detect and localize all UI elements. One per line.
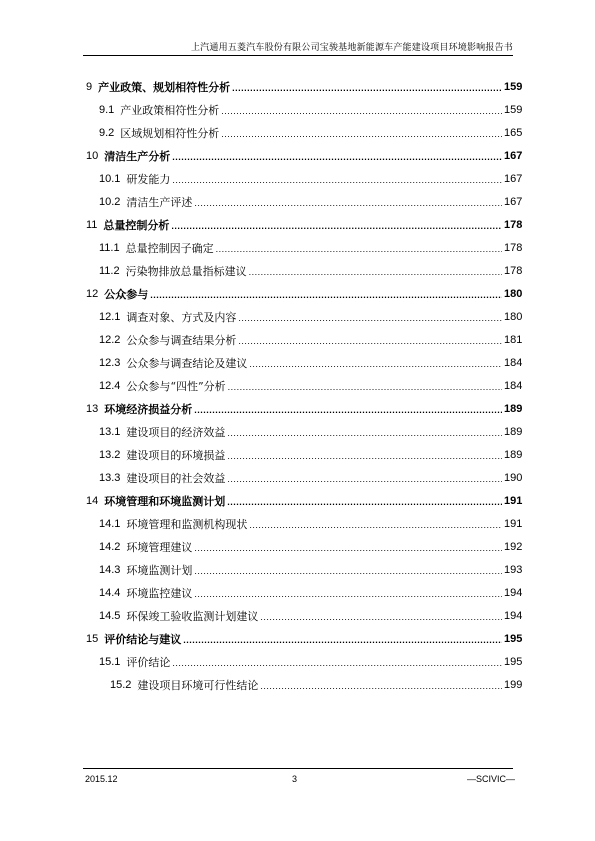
toc-section-entry[interactable] — [86, 673, 522, 696]
footer-divider — [83, 768, 513, 769]
toc-dot-leader — [228, 382, 502, 392]
toc-section-entry[interactable] — [86, 305, 522, 328]
toc-entry-page: 199 — [504, 678, 523, 691]
toc-entry-number: 12.4 — [99, 379, 121, 392]
toc-dot-leader — [227, 474, 502, 484]
toc-entry-page: 159 — [504, 103, 523, 116]
toc-entry-page: 165 — [504, 126, 523, 139]
toc-dot-leader — [172, 175, 502, 185]
toc-section-entry[interactable] — [86, 443, 522, 466]
toc-entry-number: 11.2 — [99, 264, 120, 277]
footer-page-number: 3 — [292, 774, 298, 784]
footer-organization: —SCIVIC— — [466, 774, 515, 784]
toc-entry-number: 14.1 — [99, 517, 121, 530]
toc-entry-number: 12.1 — [99, 310, 121, 323]
toc-entry-page: 194 — [504, 609, 523, 622]
toc-entry-page: 181 — [504, 333, 523, 346]
toc-entry-page: 184 — [504, 356, 523, 369]
toc-entry-title: 污染物排放总量指标建议 — [125, 264, 247, 278]
toc-entry-number: 13.3 — [99, 471, 121, 484]
toc-section-entry[interactable] — [86, 558, 522, 581]
toc-entry-title: 建设项目的社会效益 — [126, 471, 226, 485]
toc-entry-number: 10 — [86, 149, 99, 162]
toc-entry-page: 190 — [504, 471, 523, 484]
toc-entry-page: 195 — [504, 655, 523, 668]
toc-entry-page: 167 — [504, 172, 523, 185]
toc-entry-page: 180 — [504, 310, 523, 323]
toc-entry-title: 产业政策相符性分析 — [120, 103, 220, 117]
toc-entry-title: 环境管理和环境监测计划 — [104, 494, 226, 508]
toc-dot-leader — [194, 198, 502, 208]
toc-dot-leader — [227, 497, 502, 507]
toc-entry-title: 评价结论与建议 — [104, 632, 182, 646]
toc-entry-title: 环境管理建议 — [126, 540, 193, 554]
toc-entry-number: 12.2 — [99, 333, 121, 346]
toc-entry-number: 12.3 — [99, 356, 121, 369]
toc-entry-number: 15.2 — [110, 678, 132, 691]
toc-entry-page: 189 — [504, 402, 523, 415]
toc-dot-leader — [232, 83, 502, 93]
toc-entry-number: 13.2 — [99, 448, 121, 461]
toc-dot-leader — [172, 152, 502, 162]
toc-dot-leader — [260, 681, 502, 691]
toc-section-entry[interactable] — [86, 466, 522, 489]
toc-dot-leader — [249, 520, 502, 530]
running-header: 上汽通用五菱汽车股份有限公司宝骏基地新能源车产能建设项目环境影响报告书 — [190, 43, 513, 53]
toc-entry-number: 10.1 — [99, 172, 121, 185]
toc-entry-title: 清洁生产分析 — [104, 149, 171, 163]
toc-section-entry[interactable] — [86, 650, 522, 673]
toc-entry-page: 159 — [504, 80, 523, 93]
toc-section-entry[interactable] — [86, 190, 522, 213]
toc-entry-number: 14.4 — [99, 586, 121, 599]
toc-dot-leader — [238, 313, 502, 323]
toc-entry-title: 建设项目的经济效益 — [126, 425, 226, 439]
toc-section-entry[interactable] — [86, 351, 522, 374]
toc-section-entry[interactable] — [86, 420, 522, 443]
toc-chapter-entry[interactable] — [86, 397, 522, 420]
toc-entry-page: 194 — [504, 586, 523, 599]
toc-dot-leader — [227, 451, 502, 461]
toc-entry-title: 环境监测计划 — [126, 563, 193, 577]
toc-section-entry[interactable] — [86, 374, 522, 397]
toc-dot-leader — [194, 589, 502, 599]
toc-dot-leader — [227, 428, 502, 438]
toc-dot-leader — [249, 359, 502, 369]
toc-entry-number: 9.1 — [99, 103, 115, 116]
toc-dot-leader — [216, 244, 502, 254]
toc-chapter-entry[interactable] — [86, 282, 522, 305]
toc-entry-number: 14 — [86, 494, 99, 507]
toc-section-entry[interactable] — [86, 535, 522, 558]
toc-entry-number: 14.2 — [99, 540, 121, 553]
toc-section-entry[interactable] — [86, 581, 522, 604]
toc-dot-leader — [194, 543, 502, 553]
toc-entry-page: 191 — [504, 517, 523, 530]
toc-section-entry[interactable] — [86, 121, 522, 144]
toc-section-entry[interactable] — [86, 604, 522, 627]
toc-entry-page: 180 — [504, 287, 523, 300]
toc-dot-leader — [221, 129, 502, 139]
toc-entry-page: 178 — [504, 264, 523, 277]
toc-entry-page: 178 — [504, 241, 523, 254]
toc-entry-page: 191 — [504, 494, 523, 507]
table-of-contents — [86, 75, 522, 696]
toc-chapter-entry[interactable] — [86, 144, 522, 167]
toc-entry-title: 公众参与“四性”分析 — [126, 379, 226, 393]
toc-entry-number: 11 — [86, 218, 98, 231]
toc-entry-title: 公众参与 — [104, 287, 149, 301]
toc-entry-title: 环保竣工验收监测计划建议 — [126, 609, 259, 623]
toc-entry-page: 195 — [504, 632, 523, 645]
toc-section-entry[interactable] — [86, 236, 522, 259]
toc-entry-number: 14.3 — [99, 563, 121, 576]
toc-chapter-entry[interactable] — [86, 627, 522, 650]
toc-dot-leader — [249, 267, 502, 277]
toc-entry-title: 建设项目环境可行性结论 — [137, 678, 259, 692]
toc-dot-leader — [194, 566, 502, 576]
toc-entry-number: 14.5 — [99, 609, 121, 622]
toc-entry-title: 环境管理和监测机构现状 — [126, 517, 248, 531]
toc-entry-title: 评价结论 — [126, 655, 171, 669]
header-divider — [83, 55, 513, 56]
toc-section-entry[interactable] — [86, 328, 522, 351]
toc-entry-title: 环境经济损益分析 — [104, 402, 193, 416]
toc-entry-title: 总量控制因子确定 — [125, 241, 214, 255]
toc-entry-number: 10.2 — [99, 195, 121, 208]
toc-entry-page: 167 — [504, 195, 523, 208]
toc-entry-title: 产业政策、规划相符性分析 — [98, 80, 231, 94]
toc-dot-leader — [194, 405, 502, 415]
toc-dot-leader — [260, 612, 502, 622]
toc-section-entry[interactable] — [86, 259, 522, 282]
toc-entry-title: 清洁生产评述 — [126, 195, 193, 209]
toc-entry-number: 12 — [86, 287, 99, 300]
toc-dot-leader — [183, 635, 502, 645]
toc-entry-number: 9.2 — [99, 126, 115, 139]
toc-entry-number: 11.1 — [99, 241, 120, 254]
toc-entry-number: 15.1 — [99, 655, 121, 668]
toc-entry-page: 178 — [504, 218, 523, 231]
toc-entry-title: 调查对象、方式及内容 — [126, 310, 237, 324]
toc-chapter-entry[interactable] — [86, 213, 522, 236]
toc-entry-page: 192 — [504, 540, 523, 553]
toc-entry-title: 环境监控建议 — [126, 586, 193, 600]
toc-entry-page: 167 — [504, 149, 523, 162]
toc-entry-title: 建设项目的环境损益 — [126, 448, 226, 462]
toc-section-entry[interactable] — [86, 98, 522, 121]
footer-date: 2015.12 — [85, 774, 118, 784]
toc-entry-title: 公众参与调查结果分析 — [126, 333, 237, 347]
toc-section-entry[interactable] — [86, 167, 522, 190]
toc-dot-leader — [238, 336, 502, 346]
toc-entry-page: 189 — [504, 448, 523, 461]
toc-entry-page: 184 — [504, 379, 523, 392]
toc-entry-title: 区域规划相符性分析 — [120, 126, 220, 140]
toc-chapter-entry[interactable] — [86, 75, 522, 98]
toc-entry-number: 9 — [86, 80, 93, 93]
toc-entry-title: 研发能力 — [126, 172, 171, 186]
toc-entry-number: 13 — [86, 402, 99, 415]
toc-dot-leader — [150, 290, 502, 300]
toc-chapter-entry[interactable] — [86, 489, 522, 512]
toc-dot-leader — [172, 658, 502, 668]
toc-section-entry[interactable] — [86, 512, 522, 535]
toc-entry-title: 公众参与调查结论及建议 — [126, 356, 248, 370]
toc-dot-leader — [171, 221, 502, 231]
toc-dot-leader — [221, 106, 502, 116]
toc-entry-page: 189 — [504, 425, 523, 438]
toc-entry-page: 193 — [504, 563, 523, 576]
toc-entry-title: 总量控制分析 — [103, 218, 170, 232]
toc-entry-number: 15 — [86, 632, 99, 645]
toc-entry-number: 13.1 — [99, 425, 121, 438]
